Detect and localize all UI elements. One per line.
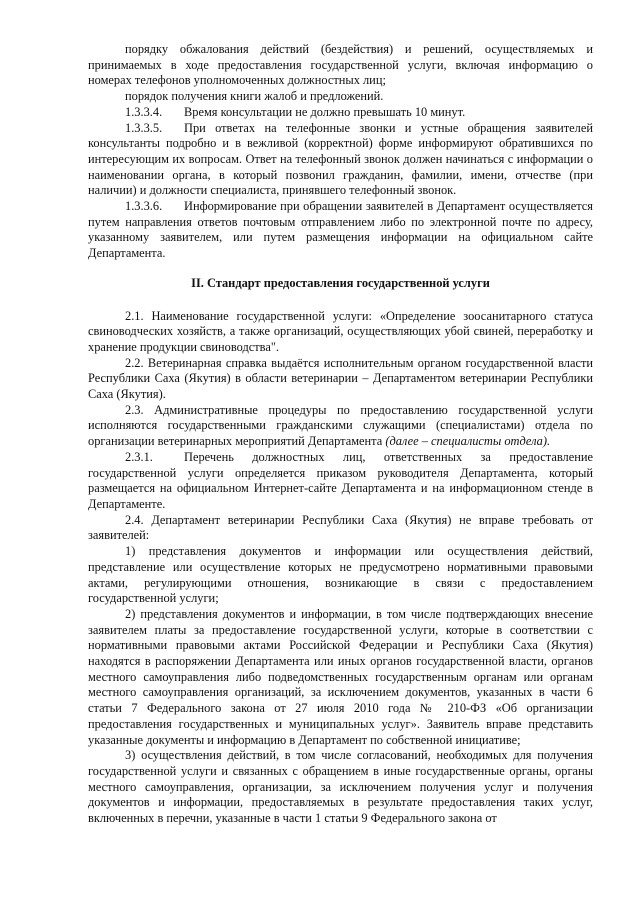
clause-text: 2.3. Административные процедуры по предоставлению государственной услуги исполняются государственными гражданскими служащими (специалистами) отдела по организации ветеринарных мероприятий Департамента [88, 402, 593, 449]
list-item-2: 2) представления документов и информации, в том числе подтверждающих внесение заявителем платы за предоставление государственной услуги, которые в соответствии с нормативными правовыми актами Российской Федерации и Республики Саха (Якутия) находятся в распоряжении Департамента или иных органов государственной власти, органов местного самоуправления либо подведомственных государственным органам или органам местного самоуправления организаций, за исключением документов, указанных в части 6 статьи 7 Федерального закона от 27 июля 2010 года № 210-ФЗ «Об организации предоставления государственных и муниципальных услуг». Заявитель вправе представить указанные документы и информацию в Департамент по собственной инициативе; [88, 606, 593, 747]
list-item-3: 3) осуществления действий, в том числе согласований, необходимых для получения государственной услуги и связанных с обращением в иные государственные органы, органы местного самоуправления, организации, за исключением получения услуг и получения документов и информации, предоставляемых в результате предоставления таких услуг, включенных в перечни, указанные в части 1 статьи 9 Федерального закона от [88, 748, 593, 826]
clause-number: 2.3.1. [125, 449, 153, 464]
list-item-1: 1) представления документов и информации или осуществления действий, представление или осуществление которых не предусмотрено нормативными правовыми актами, регулирующими отношения, возникающие в связи с предоставлением государственной услуги; [88, 544, 593, 606]
clause-1-3-3-6 [88, 199, 593, 262]
clause-2-2: 2.2. Ветеринарная справка выдаётся исполнительным органом государственной власти Республики Саха (Якутия) в области ветеринарии – Департаментом ветеринарии Республики Саха (Якутия). [88, 355, 593, 402]
document-page [88, 42, 593, 827]
clause-number: 1.3.3.5. [125, 120, 163, 135]
clause-number: 1.3.3.6. [125, 199, 163, 214]
clause-1-3-3-5 [88, 121, 593, 200]
clause-text: При ответах на телефонные звонки и устные обращения заявителей консультанты подробно и в вежливой (корректной) форме информируют обратившихся по интересующим их вопросам. Ответ на телефонный звонок должен начинаться с информации о наименовании органа, в который позвонил гражданин, фамилии, имени, отчестве (при наличии) и должности специалиста, принявшего телефонный звонок. [88, 120, 593, 198]
clause-2-4: 2.4. Департамент ветеринарии Республики Саха (Якутия) не вправе требовать от заявителей: [88, 512, 593, 543]
paragraph-appeal-procedure: порядку обжалования действий (бездействия) и решений, осуществляемых и принимаемых в ходе предоставления государственной услуги, включая информацию о номерах телефонов уполномоченных должностных лиц; [88, 42, 593, 88]
clause-2-3-1 [88, 450, 593, 513]
clause-2-3 [88, 403, 593, 450]
clause-1-3-3-4 [88, 105, 593, 121]
clause-text: Информирование при обращении заявителей в Департамент осуществляется путем направления ответов почтовым отправлением либо по электронной почте по адресу, указанному заявителем, или путем размещения информации на официальном сайте Департамента. [88, 199, 593, 261]
clause-2-1: 2.1. Наименование государственной услуги: «Определение зоосанитарного статуса свиноводческих хозяйств, а также организаций, осуществляющих убой свиней, переработку и хранение продукции свиноводства". [88, 308, 593, 354]
clause-number: 1.3.3.4. [125, 104, 163, 119]
clause-text: Время консультации не должно превышать 10 минут. [184, 104, 466, 119]
clause-note: (далее – специалисты отдела). [385, 434, 551, 449]
paragraph-complaints-book: порядок получения книги жалоб и предложений. [125, 89, 384, 104]
section-heading: II. Стандарт предоставления государственной услуги [191, 275, 490, 290]
clause-text: Перечень должностных лиц, ответственных за предоставление государственной услуги определяется приказом руководителя Департамента, который размещается на официальном Интернет-сайте Департамента и на информационном стенде в Департаменте. [88, 449, 593, 511]
